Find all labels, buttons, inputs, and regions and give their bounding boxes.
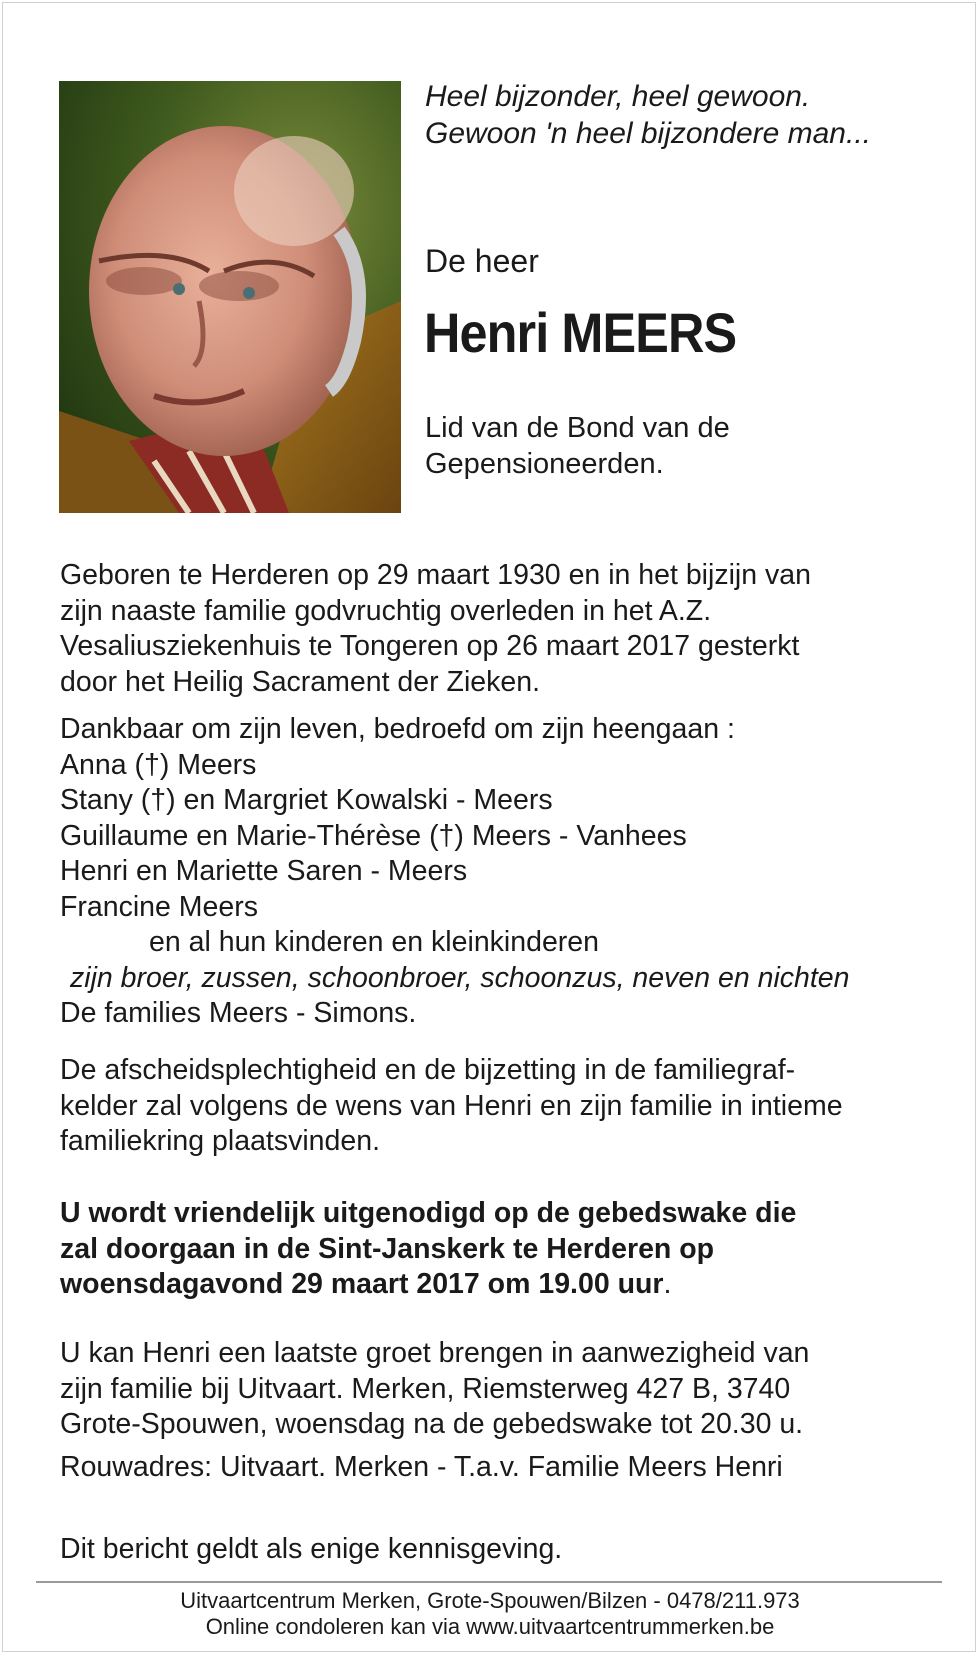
visit-line: zijn familie bij Uitvaart. Merken, Riemsterweg 427 B, 3740 — [60, 1372, 791, 1405]
mourning-address: Rouwadres: Uitvaart. Merken - T.a.v. Familie Meers Henri — [60, 1451, 783, 1483]
family-member: Henri en Mariette Saren - Meers — [60, 855, 468, 887]
visit-line: U kan Henri een laatste groet brengen in aanwezigheid van — [60, 1337, 810, 1369]
role-line: Lid van de Bond van de — [425, 412, 730, 444]
family-list — [60, 712, 850, 1032]
portrait-photo-icon — [59, 81, 401, 513]
ceremony-line: familiekring plaatsvinden. — [60, 1125, 380, 1157]
role-line: Gepensioneerden. — [425, 448, 664, 480]
family-relatives: zijn broer, zussen, schoonbroer, schoonzus, neven en nichten — [70, 961, 850, 994]
family-families: De families Meers - Simons. — [60, 997, 417, 1029]
family-children: en al hun kinderen en kleinkinderen — [149, 926, 599, 958]
role — [425, 410, 730, 482]
invite-line: U wordt vriendelijk uitgenodigd op de gebedswake die — [60, 1197, 797, 1229]
portrait-photo — [59, 81, 401, 513]
birth-line: zijn naaste familie godvruchtig overleden in het A.Z. — [60, 594, 712, 627]
motto-line: Heel bijzonder, heel gewoon. — [425, 80, 811, 113]
invitation-paragraph — [60, 1196, 796, 1303]
family-intro: Dankbaar om zijn leven, bedroefd om zijn heengaan : — [60, 713, 735, 745]
deceased-name: Henri MEERS — [424, 301, 737, 364]
invite-line-period: . — [663, 1268, 672, 1300]
motto — [425, 78, 871, 152]
birth-line: Geboren te Herderen op 29 maart 1930 en in het bijzijn van — [60, 559, 811, 591]
birth-line: door het Heilig Sacrament der Zieken. — [60, 665, 540, 698]
footer-divider — [36, 1581, 942, 1583]
visit-paragraph — [60, 1336, 809, 1443]
family-member: Stany (†) en Margriet Kowalski - Meers — [60, 784, 553, 816]
family-member: Francine Meers — [60, 890, 258, 923]
birth-paragraph — [60, 558, 811, 700]
footer-condolence-link[interactable]: Online condoleren kan via www.uitvaartcentrummerken.be — [205, 1614, 775, 1639]
ceremony-line: kelder zal volgens de wens van Henri en zijn familie in intieme — [60, 1089, 843, 1122]
invite-line-text: woensdagavond 29 maart 2017 om 19.00 uur — [60, 1268, 664, 1300]
ceremony-paragraph — [60, 1053, 843, 1160]
notice: Dit bericht geldt als enige kennisgeving. — [60, 1533, 563, 1565]
motto-line: Gewoon 'n heel bijzondere man... — [425, 117, 872, 150]
invite-line: zal doorgaan in de Sint-Janskerk te Herderen op — [60, 1232, 715, 1265]
ceremony-line: De afscheidsplechtigheid en de bijzetting in de familiegraf- — [60, 1054, 796, 1086]
birth-line: Vesaliusziekenhuis te Tongeren op 26 maart 2017 gesterkt — [60, 630, 800, 662]
family-member: Anna (†) Meers — [60, 748, 257, 781]
honorific: De heer — [425, 243, 539, 279]
footer-contact: Uitvaartcentrum Merken, Grote-Spouwen/Bilzen - 0478/211.973 — [180, 1588, 800, 1613]
family-member: Guillaume en Marie-Thérèse (†) Meers - Vanhees — [60, 819, 687, 852]
visit-line: Grote-Spouwen, woensdag na de gebedswake tot 20.30 u. — [60, 1408, 804, 1440]
invite-line — [60, 1267, 796, 1303]
